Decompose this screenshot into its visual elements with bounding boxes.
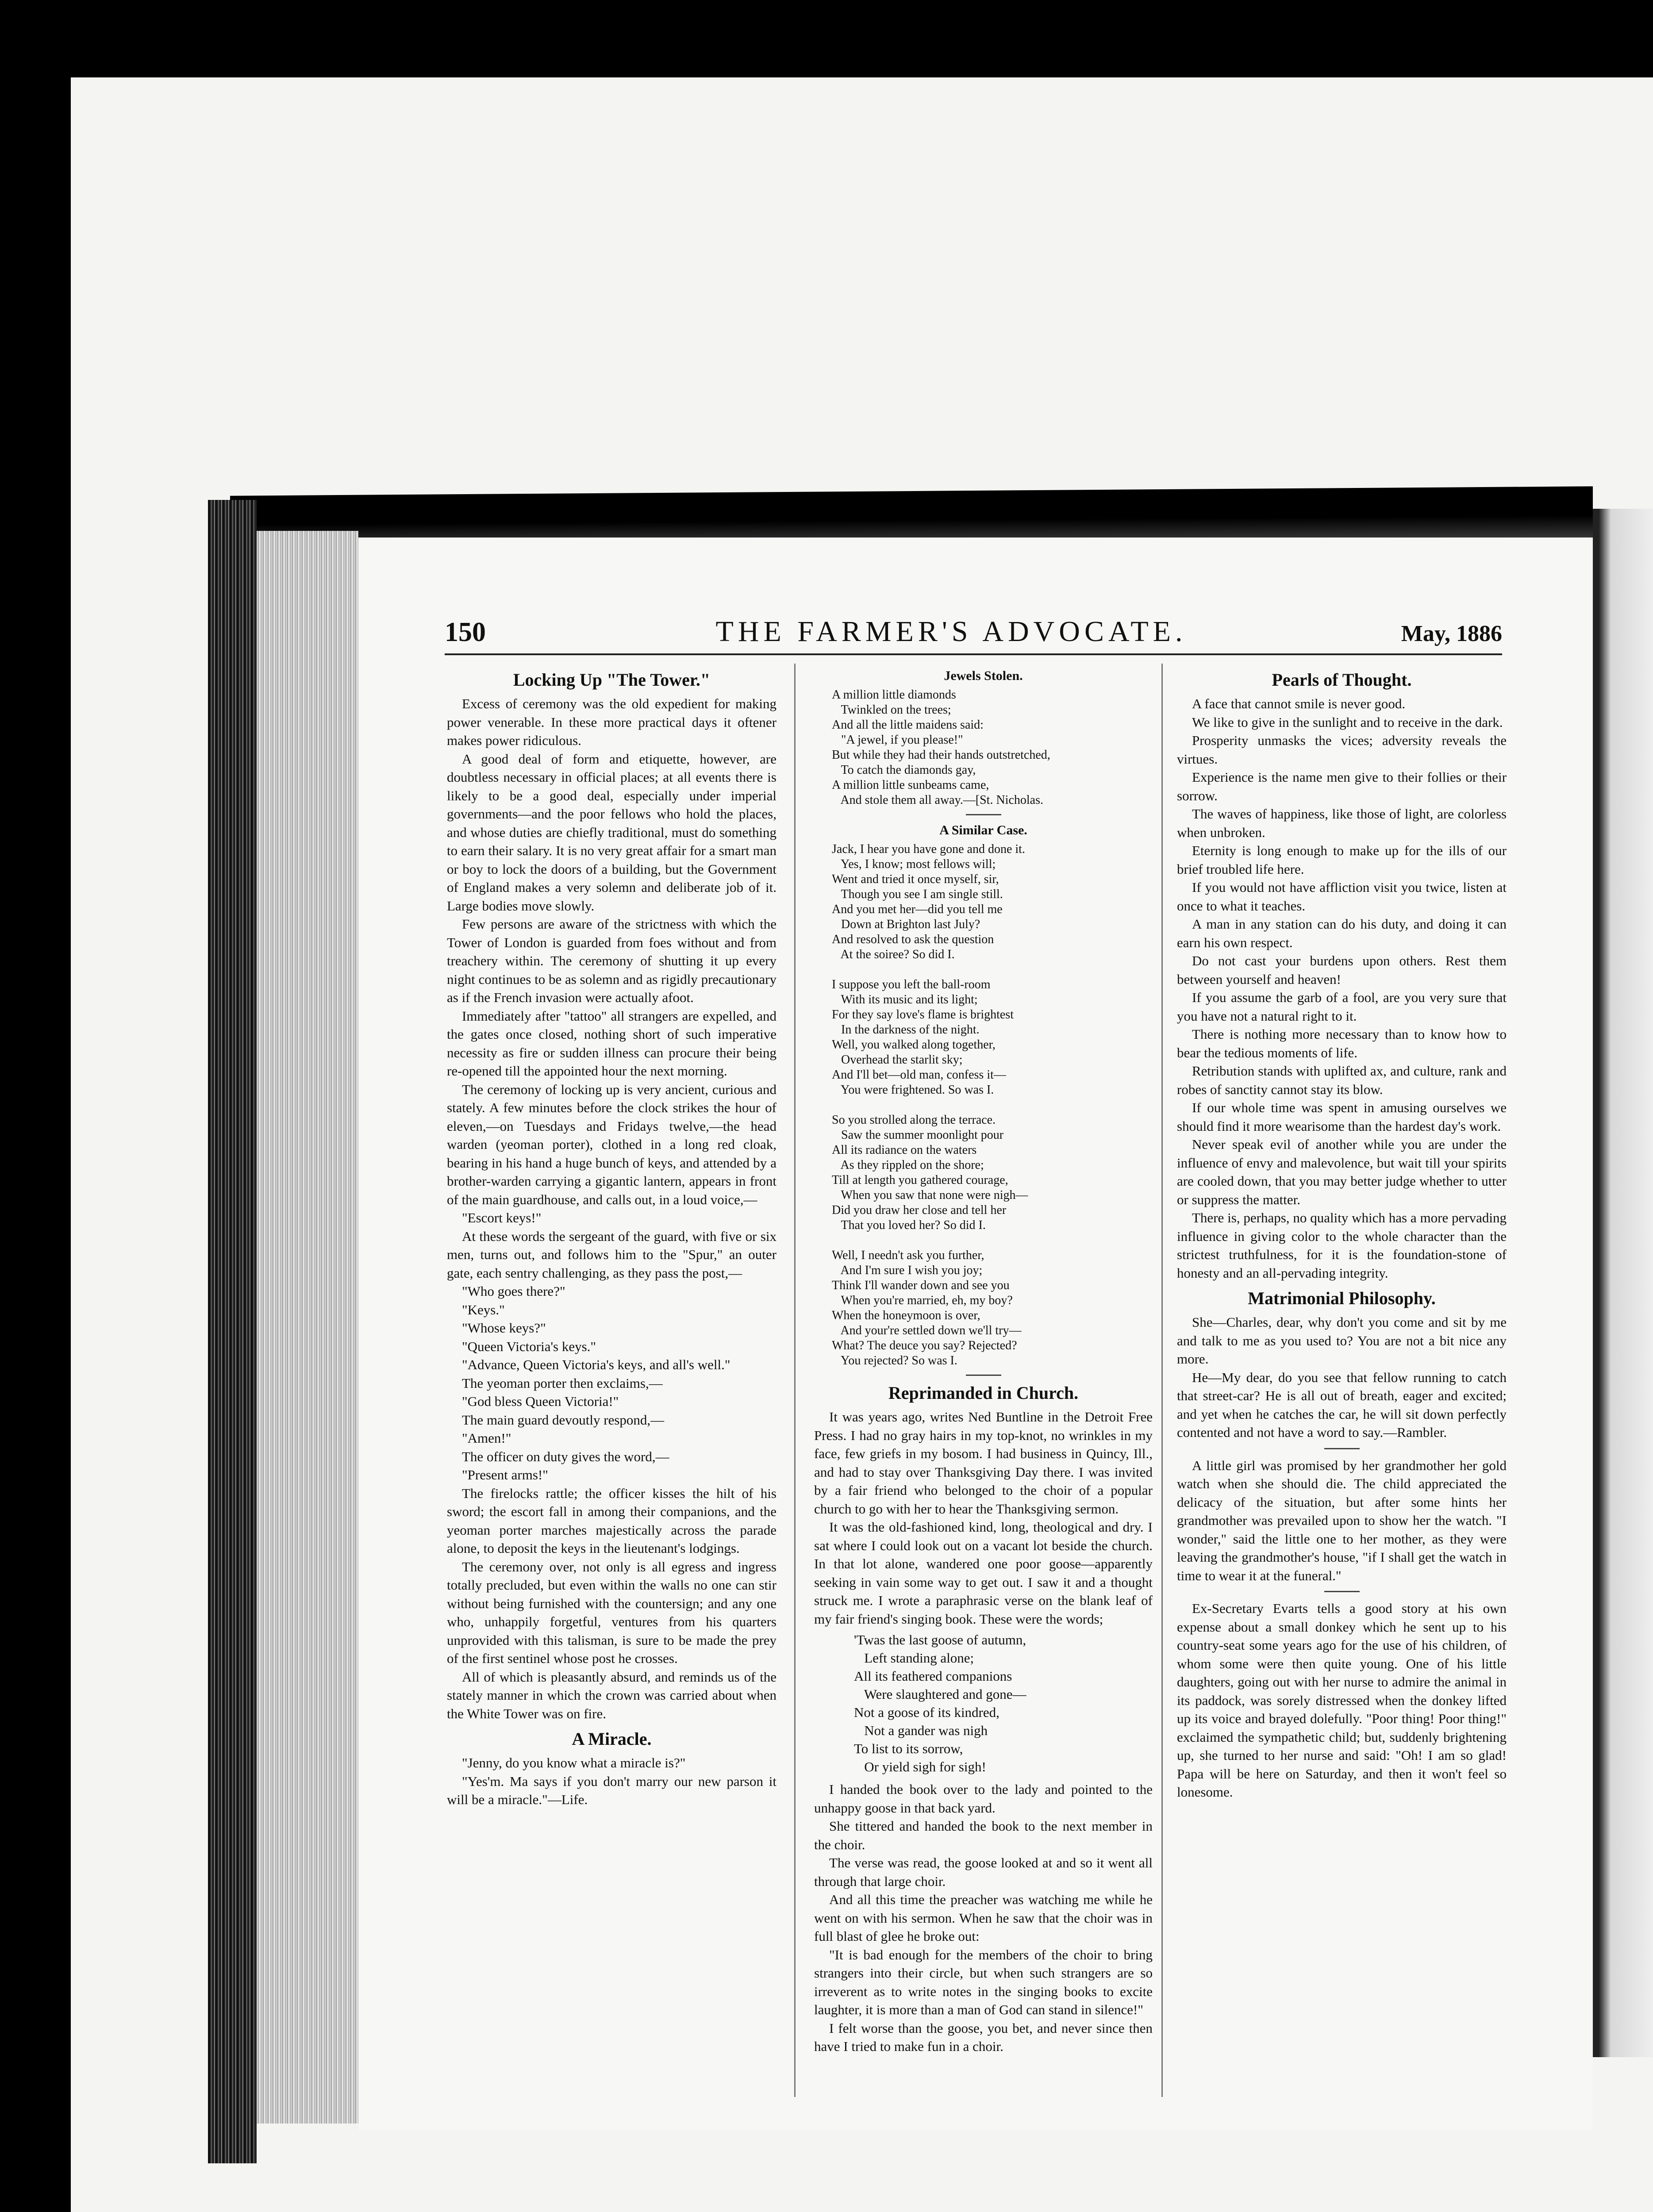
- separator: [1324, 1591, 1360, 1592]
- poem-line: But while they had their hands outstretched,: [832, 748, 1050, 762]
- poem-line: Saw the summer moonlight pour: [832, 1128, 1004, 1142]
- masthead: THE FARMER'S ADVOCATE.: [715, 615, 1187, 648]
- poem-line: And I'm sure I wish you joy;: [832, 1263, 983, 1277]
- issue-date: May, 1886: [1401, 621, 1502, 646]
- anecdote-paragraph: A little girl was promised by her grandmother her gold watch when she should die. The child appreciated the delicacy of the situation, but after some hints her grandmother was prevailed upon to show her the watch. "I wonder," said the little one to her mother, as they were leaving the grandmother's house, "if I shall get the watch in time to wear it at the funeral.": [1177, 1457, 1507, 1583]
- poem-title: A Similar Case.: [939, 823, 1027, 837]
- poem-line: So you strolled along the terrace.: [832, 1113, 996, 1127]
- paragraph: It was years ago, writes Ned Buntline in the Detroit Free Press. I had no gray hairs in my top-knot, no wrinkles in my face, few griefs in my bosom. I had business in Quincy, Ill., and had to stay over Thanksgiving Day there. I was invited by a fair friend who belonged to the choir of a popular church to go with her to hear the Thanksgiving sermon.: [814, 1409, 1153, 1517]
- paragraph: "God bless Queen Victoria!": [462, 1394, 619, 1409]
- poem-line: And I'll bet—old man, confess it—: [832, 1068, 1006, 1082]
- poem-line: [832, 962, 1153, 977]
- dialogue-paragraph: She—Charles, dear, why don't you come and sit by me and talk to me as you used to? You are not a bit nice any more.: [1177, 1314, 1507, 1367]
- paragraph: The ceremony of locking up is very ancient, curious and stately. A few minutes before the clock strikes the hour of eleven,—on Tuesdays and Fridays twelve,—the head warden (yeoman porter), clothed in a long red cloak, bearing in his hand a huge bunch of keys, and attended by a brother-warden carrying a gigantic lantern, appears in front of the main guardhouse, and calls out, in a loud voice,—: [447, 1081, 777, 1207]
- paragraph: Experience is the name men give to their follies or their sorrow.: [1177, 769, 1507, 803]
- paragraph: There is nothing more necessary than to know how to bear the tedious moments of life.: [1177, 1026, 1507, 1060]
- paragraph: Do not cast your burdens upon others. Rest them between yourself and heaven!: [1177, 953, 1507, 987]
- poem-line: All its radiance on the waters: [832, 1143, 977, 1157]
- article-title: Locking Up "The Tower.": [513, 670, 711, 690]
- poem-line: Twinkled on the trees;: [832, 703, 951, 717]
- paragraph: The ceremony over, not only is all egress and ingress totally precluded, but even within the walls no one can stir without being furnished with the countersign; and any one who, unhappily forgetful, ventures from his quarters unprovided with this talisman, is sure to be made the prey of the first sentinel whose post he crosses.: [447, 1559, 777, 1666]
- paragraph: She tittered and handed the book to the next member in the choir.: [814, 1818, 1153, 1852]
- paragraph: Never speak evil of another while you are under the influence of envy and malevolence, but wait till your spirits are cooled down, that you may better judge whether to utter or suppress the matter.: [1177, 1137, 1507, 1207]
- paragraph: We like to give in the sunlight and to receive in the dark.: [1192, 714, 1503, 730]
- verse-line: 'Twas the last goose of autumn,: [854, 1632, 1026, 1647]
- poem-line: When you're married, eh, my boy?: [832, 1294, 1013, 1307]
- paragraph: "Yes'm. Ma says if you don't marry our new parson it will be a miracle."—Life.: [447, 1773, 777, 1807]
- poem-line: And stole them all away.—[St. Nicholas.: [832, 793, 1043, 807]
- article-body: [447, 695, 777, 1723]
- paragraph: Immediately after "tattoo" all strangers are expelled, and the gates once closed, nothing short of such imperative necessity as fire or sudden illness can procure their being re-opened till the appointed hour the next morning.: [447, 1008, 777, 1079]
- paragraph: It was the old-fashioned kind, long, theological and dry. I sat where I could look out on a vacant lot beside the church. In that lot alone, wandered one poor goose—apparently seeking in vain some way to get out. I saw it and a thought struck me. I wrote a paraphrasic verse on the blank leaf of my fair friend's singing book. These were the words;: [814, 1519, 1153, 1627]
- poem-line: With its music and its light;: [832, 993, 978, 1006]
- paragraph: The yeoman porter then exclaims,—: [462, 1375, 663, 1391]
- paragraph: "Queen Victoria's keys.": [462, 1338, 596, 1354]
- poem-title: Jewels Stolen.: [944, 668, 1023, 683]
- paragraph: There is, perhaps, no quality which has a more pervading influence in giving color to the whole character than the strictest truthfulness, for it is the foundation-stone of honesty and an all-pervading integrity.: [1177, 1210, 1507, 1281]
- verse-line: Not a gander was nigh: [854, 1723, 988, 1738]
- poem-line: When the honeymoon is over,: [832, 1309, 980, 1322]
- poem-line: Overhead the starlit sky;: [832, 1053, 963, 1067]
- article-body: [814, 1408, 1153, 1628]
- paragraph: Prosperity unmasks the vices; adversity reveals the virtues.: [1177, 733, 1507, 767]
- poem-line: Yes, I know; most fellows will;: [832, 857, 996, 871]
- paragraph: At these words the sergeant of the guard, with five or six men, turns out, and follows him to the "Spur," an outer gate, each sentry challenging, as they pass the post,—: [447, 1228, 777, 1281]
- paragraph: "Escort keys!": [462, 1210, 542, 1225]
- paragraph: "It is bad enough for the members of the choir to bring strangers into their circle, but when such strangers are so irreverent as to write notes in the singing books to excite laughter, it is more than a man of God can stand in silence!": [814, 1947, 1153, 2017]
- paragraph: If you would not have affliction visit you twice, listen at once to what it teaches.: [1177, 879, 1507, 914]
- paragraph: Eternity is long enough to make up for the ills of our brief troubled life here.: [1177, 843, 1507, 877]
- poem: [832, 687, 1153, 808]
- poem-line: Down at Brighton last July?: [832, 918, 980, 931]
- poem-line: Well, I needn't ask you further,: [832, 1248, 984, 1262]
- poem: [832, 842, 1153, 1368]
- paragraph: A man in any station can do his duty, and doing it can earn his own respect.: [1177, 916, 1507, 950]
- paragraph: "Present arms!": [462, 1467, 548, 1482]
- paragraph: The firelocks rattle; the officer kisses the hilt of his sword; the escort fall in among their companions, and the yeoman porter marches majestically across the parade alone, to deposit the keys in the lieutenant's lodgings.: [447, 1485, 777, 1556]
- poem-line: [832, 1233, 1153, 1248]
- poem-line: Did you draw her close and tell her: [832, 1203, 1007, 1217]
- column-2: [814, 664, 1153, 2056]
- poem-line: You were frightened. So was I.: [832, 1083, 994, 1097]
- right-page-shadow: [1593, 509, 1653, 2057]
- dialogue-paragraph: He—My dear, do you see that fellow running to catch that street-car? He is all out of breath, eager and excited; and yet when he catches the car, he will sit down perfectly contented and not have a word to say.—Rambler.: [1177, 1369, 1507, 1440]
- verse: [854, 1631, 1153, 1776]
- article-title: A Miracle.: [572, 1729, 652, 1749]
- paragraph: I handed the book over to the lady and pointed to the unhappy goose in that back yard.: [814, 1782, 1153, 1816]
- paragraph: I felt worse than the goose, you bet, and never since then have I tried to make fun in a choir.: [814, 2020, 1153, 2054]
- header-rule: [445, 653, 1502, 655]
- page-number: 150: [445, 617, 486, 647]
- scan-border-top: [0, 0, 1653, 75]
- paragraph: And all this time the preacher was watching me while he went on with his sermon. When he saw that the choir was in full blast of glee he broke out:: [814, 1892, 1153, 1944]
- paragraph: "Who goes there?": [462, 1283, 565, 1299]
- poem-line: And your're settled down we'll try—: [832, 1324, 1022, 1337]
- poem-line: When you saw that none were nigh—: [832, 1188, 1028, 1202]
- poem-line: Jack, I hear you have gone and done it.: [832, 842, 1025, 856]
- poem-line: And all the little maidens said:: [832, 718, 984, 732]
- verse-line: All its feathered companions: [854, 1668, 1012, 1684]
- article-body: [814, 1780, 1153, 2056]
- poem-line: [832, 1098, 1153, 1113]
- column-rule: [1161, 664, 1163, 2097]
- poem-line: In the darkness of the night.: [832, 1023, 980, 1037]
- poem-line: A million little sunbeams came,: [832, 778, 989, 792]
- separator: [966, 814, 1001, 815]
- book-spine: [208, 500, 257, 2163]
- poem-line: Though you see I am single still.: [832, 887, 1003, 901]
- verse-line: Not a goose of its kindred,: [854, 1705, 999, 1720]
- anecdote-paragraph: Ex-Secretary Evarts tells a good story at his own expense about a small donkey which he sent up to his country-seat some years ago for the use of his children, of whom some were then quite young. One of his little daughters, going out with her nurse to admire the animal in its paddock, was sorely distressed when the donkey lifted up its voice and brayed dolefully. "Poor thing! Poor thing!" exclaimed the sympathetic child; but, suddenly brightening up, she turned to her nurse and said: "Oh! I am so glad! Papa will be here on Saturday, and then it won't feel so lonesome.: [1177, 1601, 1507, 1800]
- poem-line: To catch the diamonds gay,: [832, 763, 976, 777]
- poem-line: That you loved her? So did I.: [832, 1218, 986, 1232]
- separator: [966, 1375, 1001, 1376]
- article-title: Matrimonial Philosophy.: [1248, 1288, 1436, 1308]
- poem-line: "A jewel, if you please!": [832, 733, 963, 747]
- verse-line: Left standing alone;: [854, 1650, 974, 1666]
- paragraph: If our whole time was spent in amusing ourselves we should find it more wearisome than the hardest day's work.: [1177, 1100, 1507, 1134]
- paragraph: A good deal of form and etiquette, however, are doubtless necessary in official places; at all events there is likely to be a good deal, especially under imperial governments—and the poor fellows who hold the places, and whose duties are chiefly traditional, must do something to earn their salary. It is no very great affair for a smart man or boy to lock the doors of a building, but the Government of England makes a very solemn and deliberate job of it. Large bodies move slowly.: [447, 751, 777, 914]
- article-title: Reprimanded in Church.: [888, 1383, 1079, 1403]
- poem-line: I suppose you left the ball-room: [832, 978, 991, 991]
- poem-line: Till at length you gathered courage,: [832, 1173, 1008, 1187]
- paragraph: "Advance, Queen Victoria's keys, and all's well.": [462, 1357, 730, 1372]
- poem-line: For they say love's flame is brightest: [832, 1008, 1014, 1022]
- paragraph: "Amen!": [462, 1430, 511, 1446]
- poem-line: At the soiree? So did I.: [832, 948, 955, 961]
- paragraph: If you assume the garb of a fool, are you very sure that you have not a natural right to it.: [1177, 990, 1507, 1024]
- paragraph: "Whose keys?": [462, 1320, 546, 1336]
- paragraph: "Jenny, do you know what a miracle is?": [462, 1755, 686, 1770]
- poem-line: Think I'll wander down and see you: [832, 1279, 1010, 1292]
- poem-line: A million little diamonds: [832, 688, 956, 702]
- paragraph: A face that cannot smile is never good.: [1192, 696, 1406, 711]
- verse-line: Or yield sigh for sigh!: [854, 1759, 986, 1774]
- paragraph: Excess of ceremony was the old expedient for making power venerable. In these more practical days it oftener makes power ridiculous.: [447, 696, 777, 748]
- page-edges: [257, 531, 358, 2124]
- paragraph: All of which is pleasantly absurd, and reminds us of the stately manner in which the crown was carried about when the White Tower was on fire.: [447, 1669, 777, 1721]
- paragraph: Retribution stands with uplifted ax, and culture, rank and robes of sanctity cannot stay its blow.: [1177, 1063, 1507, 1097]
- column-rule: [794, 664, 796, 2097]
- poem-line: You rejected? So was I.: [832, 1354, 957, 1367]
- paragraph: The verse was read, the goose looked at and so it went all through that large choir.: [814, 1855, 1153, 1889]
- separator: [1324, 1448, 1360, 1449]
- column-1: [447, 664, 777, 1809]
- paragraph: The waves of happiness, like those of light, are colorless when unbroken.: [1177, 806, 1507, 840]
- newspaper-page: [358, 538, 1593, 2130]
- article-title: Pearls of Thought.: [1272, 670, 1412, 690]
- paragraph: The officer on duty gives the word,—: [462, 1448, 669, 1464]
- verse-line: Were slaughtered and gone—: [854, 1686, 1026, 1702]
- column-3: [1177, 664, 1507, 1801]
- poem-line: Well, you walked along together,: [832, 1038, 996, 1052]
- poem-line: And you met her—did you tell me: [832, 902, 1003, 916]
- verse-line: To list to its sorrow,: [854, 1741, 963, 1756]
- paragraph: The main guard devoutly respond,—: [462, 1412, 665, 1428]
- paragraph: "Keys.": [462, 1302, 505, 1317]
- paragraph: Few persons are aware of the strictness with which the Tower of London is guarded from foes without and from treachery within. The ceremony of shutting it up every night continues to be as solemn and as rigidly precautionary as if the French invasion were actually afoot.: [447, 916, 777, 1005]
- poem-line: As they rippled on the shore;: [832, 1158, 984, 1172]
- running-head: [445, 615, 1502, 650]
- poem-line: What? The deuce you say? Rejected?: [832, 1339, 1017, 1352]
- article-body: [447, 1754, 777, 1809]
- poem-line: And resolved to ask the question: [832, 933, 994, 946]
- article-body: [1177, 695, 1507, 1282]
- poem-line: Went and tried it once myself, sir,: [832, 872, 999, 886]
